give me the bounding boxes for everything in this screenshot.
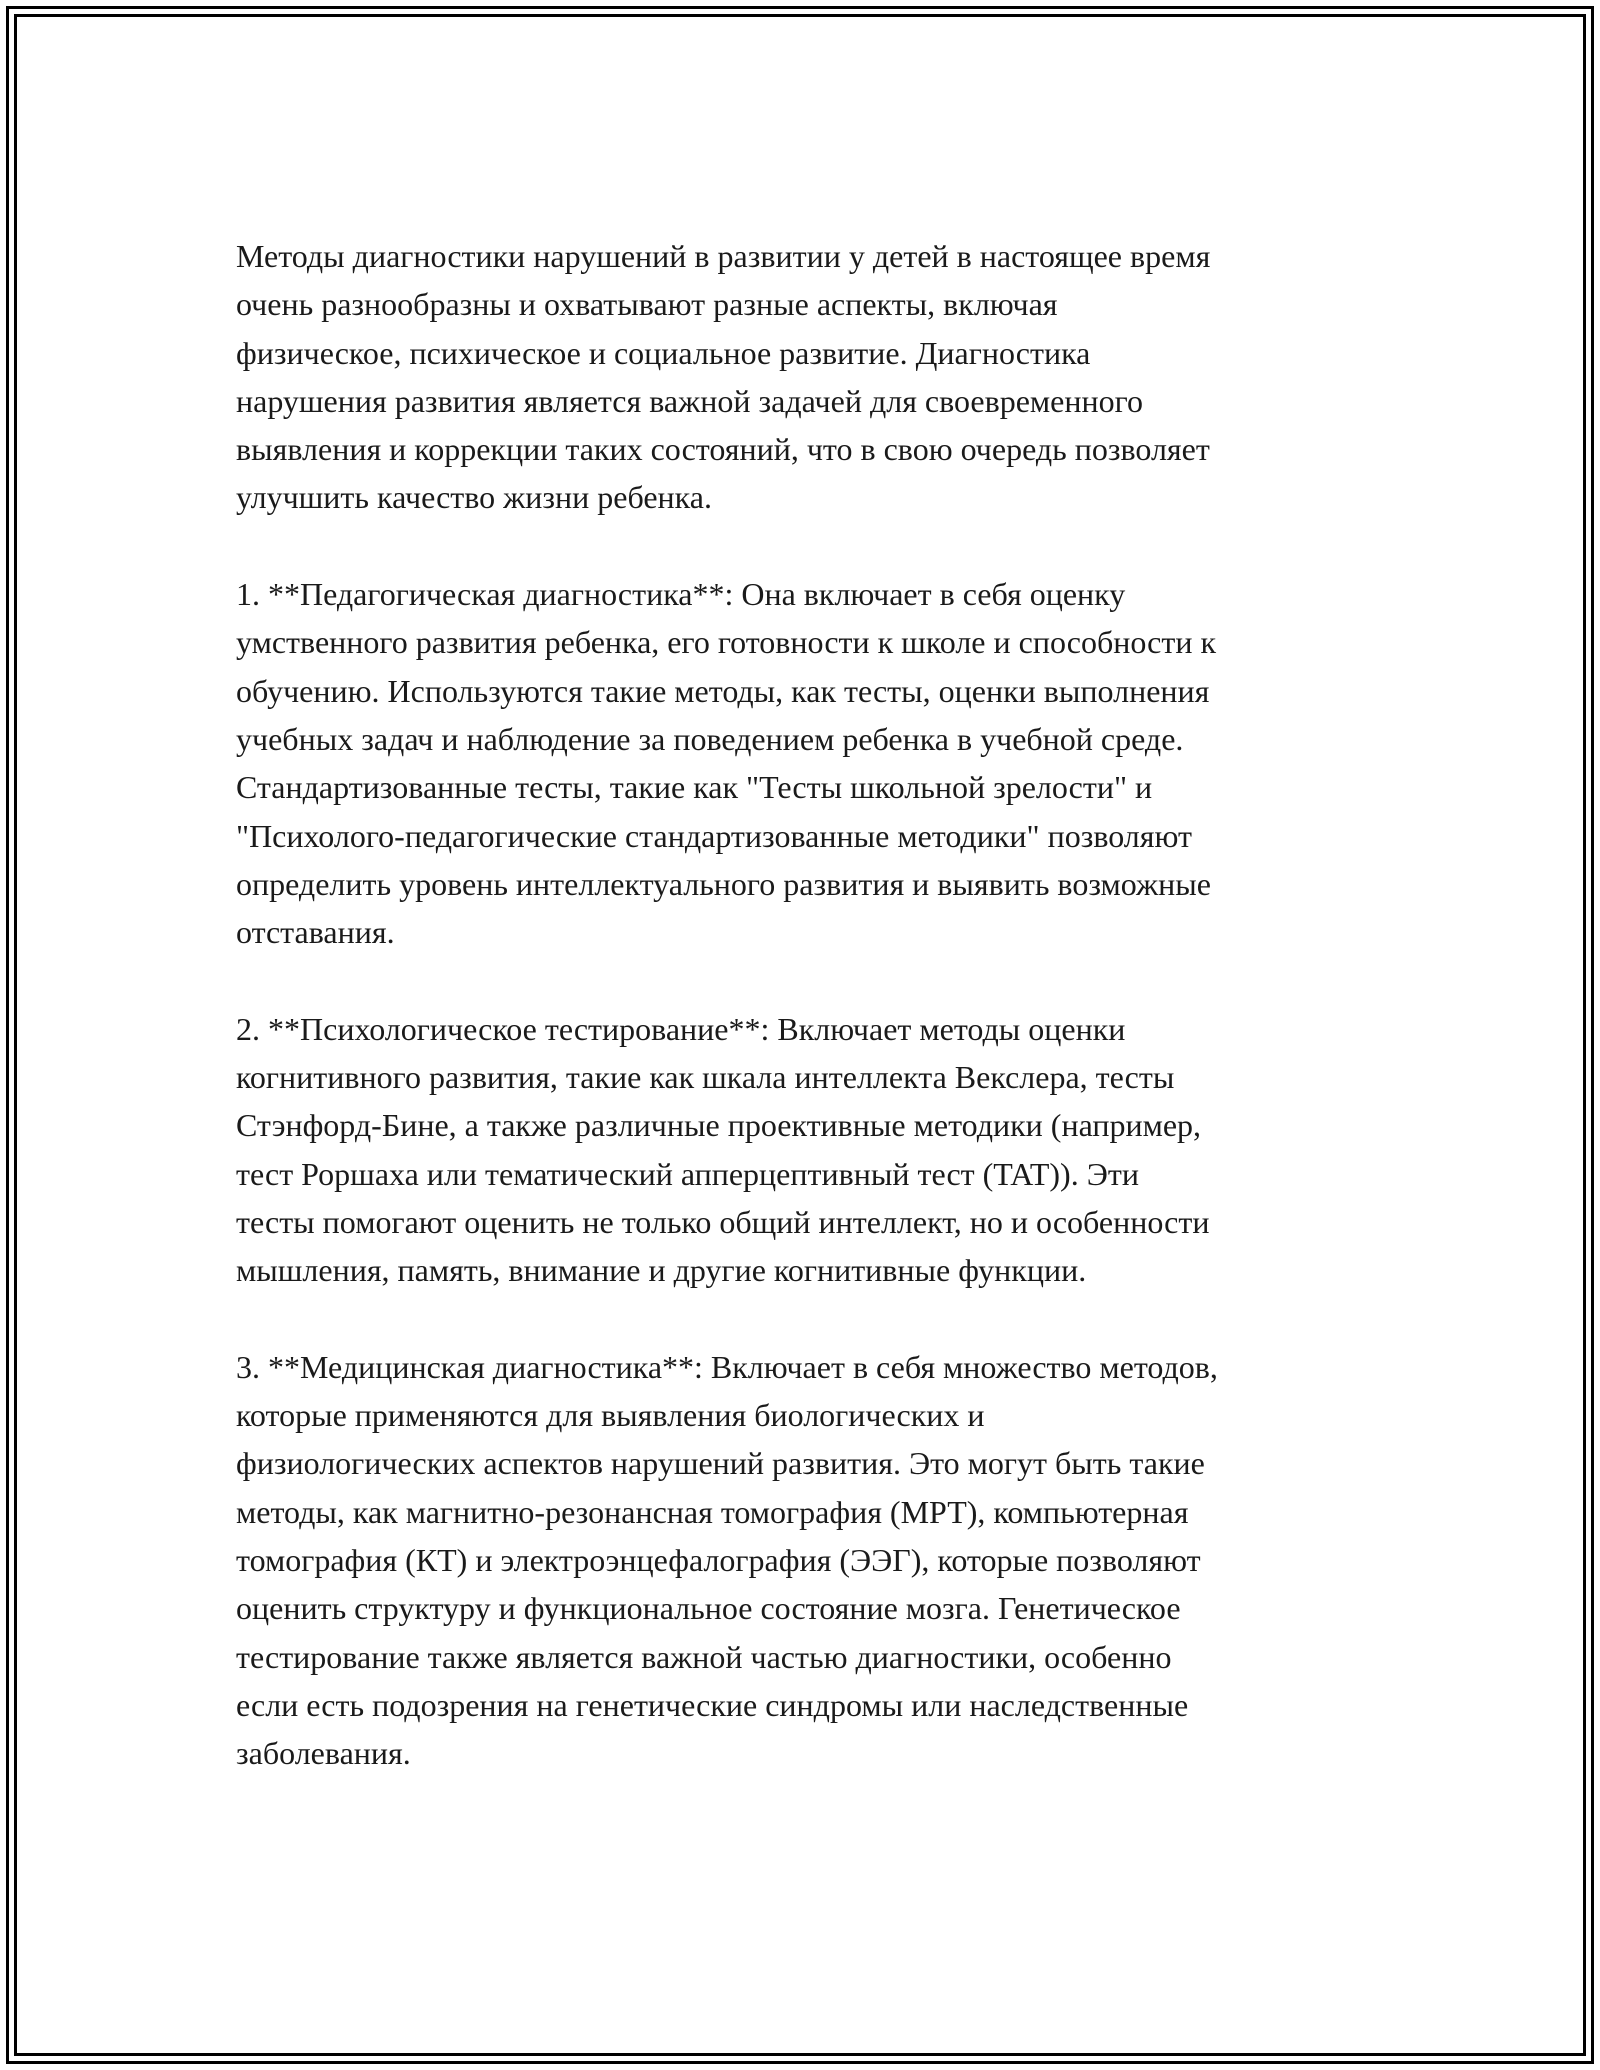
text-line: физиологических аспектов нарушений развития. Это могут быть такие	[236, 1445, 1205, 1482]
text-line: физическое, психическое и социальное развитие. Диагностика	[236, 334, 1091, 371]
paragraph-psychological	[236, 1005, 1376, 1295]
text-line: тесты помогают оценить не только общий интеллект, но и особенности	[236, 1203, 1210, 1240]
text-line: оценить структуру и функциональное состояние мозга. Генетическое	[236, 1590, 1181, 1627]
text-line: когнитивного развития, такие как шкала интеллекта Векслера, тесты	[236, 1059, 1175, 1096]
text-line: отставания.	[236, 914, 395, 951]
text-line: Стэнфорд-Бине, а также различные проективные методики (например,	[236, 1107, 1202, 1144]
text-line: тест Роршаха или тематический апперцептивный тест (TAT)). Эти	[236, 1155, 1139, 1192]
text-line: нарушения развития является важной задачей для своевременного	[236, 382, 1143, 419]
text-line: 3. **Медицинская диагностика**: Включает в себя множество методов,	[236, 1348, 1218, 1385]
text-line: которые применяются для выявления биологических и	[236, 1397, 985, 1434]
text-line: если есть подозрения на генетические синдромы или наследственные	[236, 1686, 1189, 1723]
text-line: учебных задач и наблюдение за поведением ребенка в учебной среде.	[236, 720, 1184, 757]
text-line: Методы диагностики нарушений в развитии у детей в настоящее время	[236, 238, 1211, 274]
paragraph-pedagogical	[236, 570, 1376, 956]
text-line: улучшить качество жизни ребенка.	[236, 479, 712, 516]
text-line: выявления и коррекции таких состояний, что в свою очередь позволяет	[236, 431, 1210, 468]
text-line: методы, как магнитно-резонансная томография (МРТ), компьютерная	[236, 1493, 1189, 1530]
text-line: определить уровень интеллектуального развития и выявить возможные	[236, 865, 1211, 902]
text-line: 2. **Психологическое тестирование**: Включает методы оценки	[236, 1010, 1126, 1047]
paragraph-intro	[236, 232, 1376, 522]
text-line: тестирование также является важной частью диагностики, особенно	[236, 1638, 1172, 1675]
text-line: очень разнообразны и охватывают разные аспекты, включая	[236, 286, 1058, 323]
text-line: обучению. Используются такие методы, как тесты, оценки выполнения	[236, 672, 1210, 709]
text-line: заболевания.	[236, 1735, 411, 1772]
text-line: "Психолого-педагогические стандартизованные методики" позволяют	[236, 817, 1192, 854]
text-line: 1. **Педагогическая диагностика**: Она включает в себя оценку	[236, 576, 1126, 613]
paragraph-medical	[236, 1343, 1376, 1778]
text-line: Стандартизованные тесты, такие как "Тесты школьной зрелости" и	[236, 769, 1153, 806]
document-body	[236, 232, 1376, 1826]
text-line: томография (КТ) и электроэнцефалография (ЭЭГ), которые позволяют	[236, 1542, 1201, 1579]
text-line: мышления, память, внимание и другие когнитивные функции.	[236, 1252, 1087, 1289]
text-line: умственного развития ребенка, его готовности к школе и способности к	[236, 624, 1216, 661]
